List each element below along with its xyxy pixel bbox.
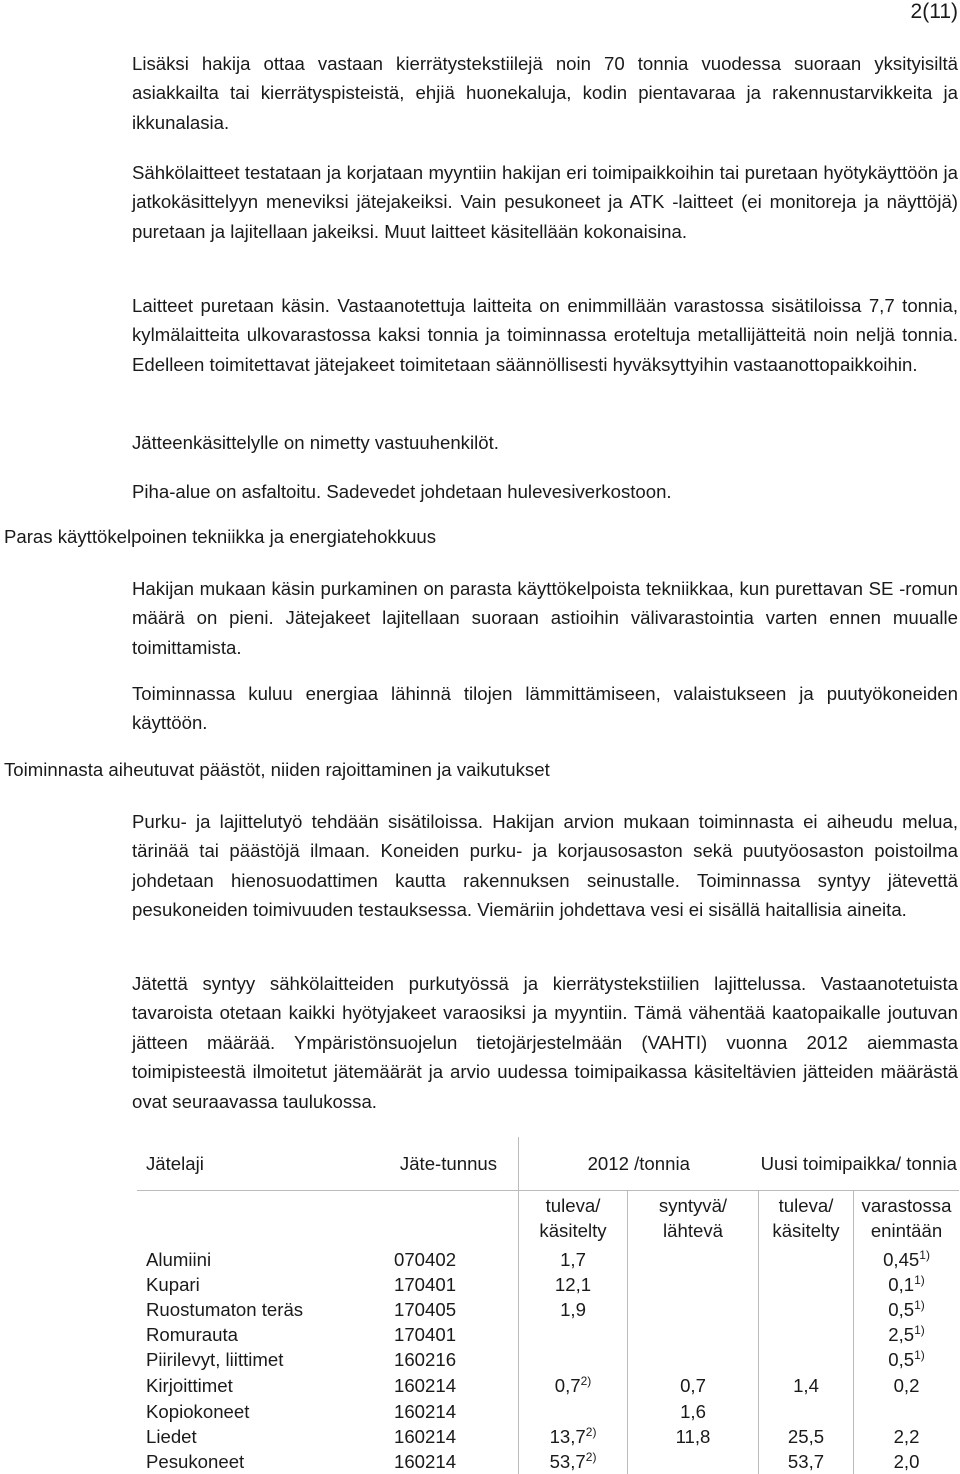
subheader-2012-incoming: tuleva/ käsitelty [519, 1191, 628, 1248]
cell-2012-incoming-value: 0,7 [554, 1375, 581, 1396]
footnote-marker: 1) [919, 1248, 930, 1262]
cell-new-incoming [759, 1247, 854, 1272]
cell-waste-type [137, 1449, 379, 1474]
table-row [137, 1372, 959, 1399]
table-row [137, 1424, 959, 1449]
cell-waste-code [379, 1372, 519, 1399]
cell-new-storage [854, 1272, 960, 1297]
cell-new-storage [854, 1247, 960, 1272]
subheader-empty-1 [137, 1191, 379, 1248]
cell-waste-code-value: 170405 [394, 1299, 457, 1320]
cell-new-storage [854, 1449, 960, 1474]
paragraph-textile-intake: Lisäksi hakija ottaa vastaan kierrätystekstiilejä noin 70 tonnia vuodessa suoraan yksityisiltä asiakkailta tai kierrätyspisteistä, ehjiä huonekaluja, kodin pientavaraa ja rakennustarvikkeita ja ikkunalasia. [132, 53, 958, 133]
cell-waste-code-value: 170401 [394, 1324, 457, 1345]
cell-new-storage [854, 1399, 960, 1424]
subheader-new-storage: varastossa enintään [854, 1191, 960, 1248]
cell-new-storage-value: 0,2 [893, 1375, 920, 1396]
cell-new-storage-value: 0,45 [883, 1249, 920, 1270]
cell-waste-type [137, 1424, 379, 1449]
waste-quantities-table [137, 1137, 959, 1474]
cell-waste-code-value: 160214 [394, 1451, 457, 1472]
cell-2012-outgoing [628, 1347, 759, 1372]
cell-waste-code [379, 1399, 519, 1424]
cell-new-incoming [759, 1424, 854, 1449]
cell-2012-incoming [519, 1424, 628, 1449]
table-row [137, 1399, 959, 1424]
cell-new-incoming [759, 1347, 854, 1372]
cell-waste-type-value: Ruostumaton teräs [146, 1299, 304, 1320]
header-new-site: Uusi toimipaikka/ tonnia [759, 1137, 960, 1191]
cell-new-storage-value: 0,1 [888, 1274, 915, 1295]
table-subheader-row [137, 1191, 959, 1248]
cell-new-storage [854, 1347, 960, 1372]
footnote-marker: 2) [585, 1450, 597, 1464]
footnote-marker: 1) [914, 1298, 925, 1312]
cell-waste-type [137, 1372, 379, 1399]
cell-2012-outgoing-value: 0,7 [680, 1375, 706, 1396]
cell-waste-code-value: 070402 [394, 1249, 457, 1270]
cell-waste-type-value: Romurauta [146, 1324, 238, 1345]
table-row [137, 1449, 959, 1474]
table-header-row [137, 1137, 959, 1191]
subheader-empty-2 [379, 1191, 519, 1248]
cell-waste-type [137, 1322, 379, 1347]
table-row [137, 1272, 959, 1297]
cell-2012-incoming [519, 1272, 628, 1297]
cell-2012-incoming [519, 1347, 628, 1372]
section-heading-best-technique: Paras käyttökelpoinen tekniikka ja energiatehokkuus [4, 526, 437, 547]
cell-new-storage [854, 1372, 960, 1399]
cell-new-incoming [759, 1272, 854, 1297]
cell-waste-type [137, 1399, 379, 1424]
cell-2012-outgoing [628, 1372, 759, 1399]
cell-new-storage-value: 2,0 [893, 1451, 920, 1472]
paragraph-dismantling-storage: Laitteet puretaan käsin. Vastaanotettuja laitteita on enimmillään varastossa sisätiloissa 7,7 tonnia, kylmälaitteita ulkovarastossa kaksi tonnia ja toiminnassa eroteltuja metallijätteitä noin neljä tonnia. Edelleen toimitettavat jätejakeet toimitetaan säännöllisesti hyväksyttyihin vastaanottopaikkoihin. [132, 295, 958, 375]
cell-new-incoming [759, 1372, 854, 1399]
table-row [137, 1322, 959, 1347]
cell-2012-incoming-value: 12,1 [554, 1274, 592, 1295]
cell-2012-incoming [519, 1297, 628, 1322]
cell-2012-outgoing [628, 1322, 759, 1347]
cell-new-storage [854, 1297, 960, 1322]
cell-new-incoming [759, 1449, 854, 1474]
cell-2012-outgoing [628, 1297, 759, 1322]
cell-new-incoming [759, 1322, 854, 1347]
cell-waste-type [137, 1272, 379, 1297]
cell-waste-type-value: Pesukoneet [146, 1451, 245, 1472]
cell-waste-type-value: Kupari [146, 1274, 200, 1295]
footnote-marker: 1) [914, 1273, 925, 1287]
cell-waste-code [379, 1449, 519, 1474]
cell-new-storage-value: 2,2 [893, 1426, 920, 1447]
cell-waste-code [379, 1297, 519, 1322]
cell-waste-type-value: Piirilevyt, liittimet [146, 1349, 284, 1370]
cell-2012-outgoing [628, 1424, 759, 1449]
cell-2012-incoming-value: 13,7 [549, 1426, 586, 1447]
cell-2012-incoming [519, 1399, 628, 1424]
cell-2012-incoming [519, 1372, 628, 1399]
cell-waste-type [137, 1247, 379, 1272]
cell-2012-outgoing [628, 1399, 759, 1424]
cell-waste-code [379, 1347, 519, 1372]
header-waste-code: Jäte-tunnus [379, 1137, 519, 1191]
cell-new-storage [854, 1424, 960, 1449]
cell-2012-incoming [519, 1449, 628, 1474]
cell-waste-type [137, 1297, 379, 1322]
cell-new-incoming-value: 1,4 [793, 1375, 819, 1396]
subheader-2012-outgoing: syntyvä/ lähtevä [628, 1191, 759, 1248]
footnote-marker: 2) [580, 1374, 592, 1388]
cell-2012-outgoing [628, 1247, 759, 1272]
cell-new-incoming-value: 53,7 [787, 1451, 825, 1472]
cell-waste-code-value: 160214 [394, 1375, 457, 1396]
footnote-marker: 1) [914, 1348, 925, 1362]
cell-waste-code-value: 160214 [394, 1426, 457, 1447]
table-row [137, 1297, 959, 1322]
cell-waste-code-value: 160216 [394, 1349, 457, 1370]
cell-2012-incoming [519, 1322, 628, 1347]
cell-new-storage-value: 0,5 [888, 1349, 915, 1370]
cell-waste-code-value: 160214 [394, 1401, 457, 1422]
cell-waste-type-value: Alumiini [146, 1249, 212, 1270]
header-waste-type: Jätelaji [137, 1137, 379, 1191]
cell-2012-incoming-value: 1,7 [560, 1249, 586, 1270]
paragraph-yard-surface: Piha-alue on asfaltoitu. Sadevedet johdetaan hulevesiverkostoon. [132, 481, 672, 502]
paragraph-responsible-persons: Jätteenkäsittelylle on nimetty vastuuhenkilöt. [132, 432, 499, 453]
subheader-new-incoming: tuleva/ käsitelty [759, 1191, 854, 1248]
cell-2012-incoming-value: 1,9 [560, 1299, 586, 1320]
page-number: 2(11) [910, 0, 958, 23]
cell-2012-outgoing-value: 11,8 [675, 1426, 711, 1447]
cell-new-incoming-value: 25,5 [787, 1426, 825, 1447]
cell-waste-code [379, 1247, 519, 1272]
cell-2012-outgoing-value: 1,6 [680, 1401, 706, 1422]
cell-new-storage-value: 2,5 [888, 1324, 915, 1345]
paragraph-indoor-work-emissions: Purku- ja lajittelutyö tehdään sisätiloissa. Hakijan arvion mukaan toiminnasta ei aiheudu melua, tärinää tai päästöjä ilmaan. Koneiden purku- ja korjausosaston sekä puutyöosaston poistoilma johdetaan hienosuodattimen kautta rakennuksen seinustalle. Toiminnassa syntyy jätevettä pesukoneiden toimivuuden testauksessa. Viemäriin johdettava vesi ei sisällä haitallisia aineita. [132, 811, 958, 921]
cell-waste-code [379, 1272, 519, 1297]
table-row [137, 1347, 959, 1372]
cell-2012-incoming-value: 53,7 [549, 1451, 586, 1472]
cell-new-storage [854, 1322, 960, 1347]
cell-new-storage-value: 0,5 [888, 1299, 915, 1320]
cell-waste-type [137, 1347, 379, 1372]
cell-waste-code [379, 1322, 519, 1347]
cell-waste-code [379, 1424, 519, 1449]
cell-2012-outgoing [628, 1449, 759, 1474]
footnote-marker: 1) [914, 1323, 925, 1337]
table-row [137, 1247, 959, 1272]
cell-waste-type-value: Kirjoittimet [146, 1375, 233, 1396]
section-heading-emissions: Toiminnasta aiheutuvat päästöt, niiden rajoittaminen ja vaikutukset [4, 759, 550, 780]
cell-2012-outgoing [628, 1272, 759, 1297]
paragraph-waste-generation: Jätettä syntyy sähkölaitteiden purkutyössä ja kierrätystekstiilien lajittelussa. Vastaanotetuista tavaroista otetaan kaikki hyötyjakeet varaosiksi ja myyntiin. Tämä vähentää kaatopaikalle joutuvan jätteen määrää. Ympäristönsuojelun tietojärjestelmään (VAHTI) vuonna 2012 aiemmasta toimipisteestä ilmoitetut jätemäärät ja arvio uudessa toimipaikassa käsiteltävien jätteiden määrästä ovat seuraavassa taulukossa. [132, 973, 958, 1112]
cell-new-incoming [759, 1399, 854, 1424]
header-year-2012: 2012 /tonnia [519, 1137, 759, 1191]
cell-waste-type-value: Kopiokoneet [146, 1401, 250, 1422]
cell-new-incoming [759, 1297, 854, 1322]
footnote-marker: 2) [585, 1425, 597, 1439]
cell-2012-incoming [519, 1247, 628, 1272]
table-body [137, 1247, 959, 1474]
paragraph-electrical-testing: Sähkölaitteet testataan ja korjataan myyntiin hakijan eri toimipaikkoihin tai puretaan hyötykäyttöön ja jatkokäsittelyyn meneviksi jätejakeiksi. Vain pesukoneet ja ATK -laitteet (ei monitoreja ja näyttöjä) puretaan ja lajitellaan jakeiksi. Muut laitteet käsitellään kokonaisina. [132, 162, 958, 242]
cell-waste-type-value: Liedet [146, 1426, 197, 1447]
cell-waste-code-value: 170401 [394, 1274, 457, 1295]
paragraph-energy-use: Toiminnassa kuluu energiaa lähinnä tilojen lämmittämiseen, valaistukseen ja puutyökoneiden käyttöön. [132, 683, 958, 734]
paragraph-manual-dismantling: Hakijan mukaan käsin purkaminen on parasta käyttökelpoista tekniikkaa, kun purettavan SE -romun määrä on pieni. Jätejakeet lajitellaan suoraan astioihin välivarastointia varten ennen muualle toimittamista. [132, 578, 958, 658]
